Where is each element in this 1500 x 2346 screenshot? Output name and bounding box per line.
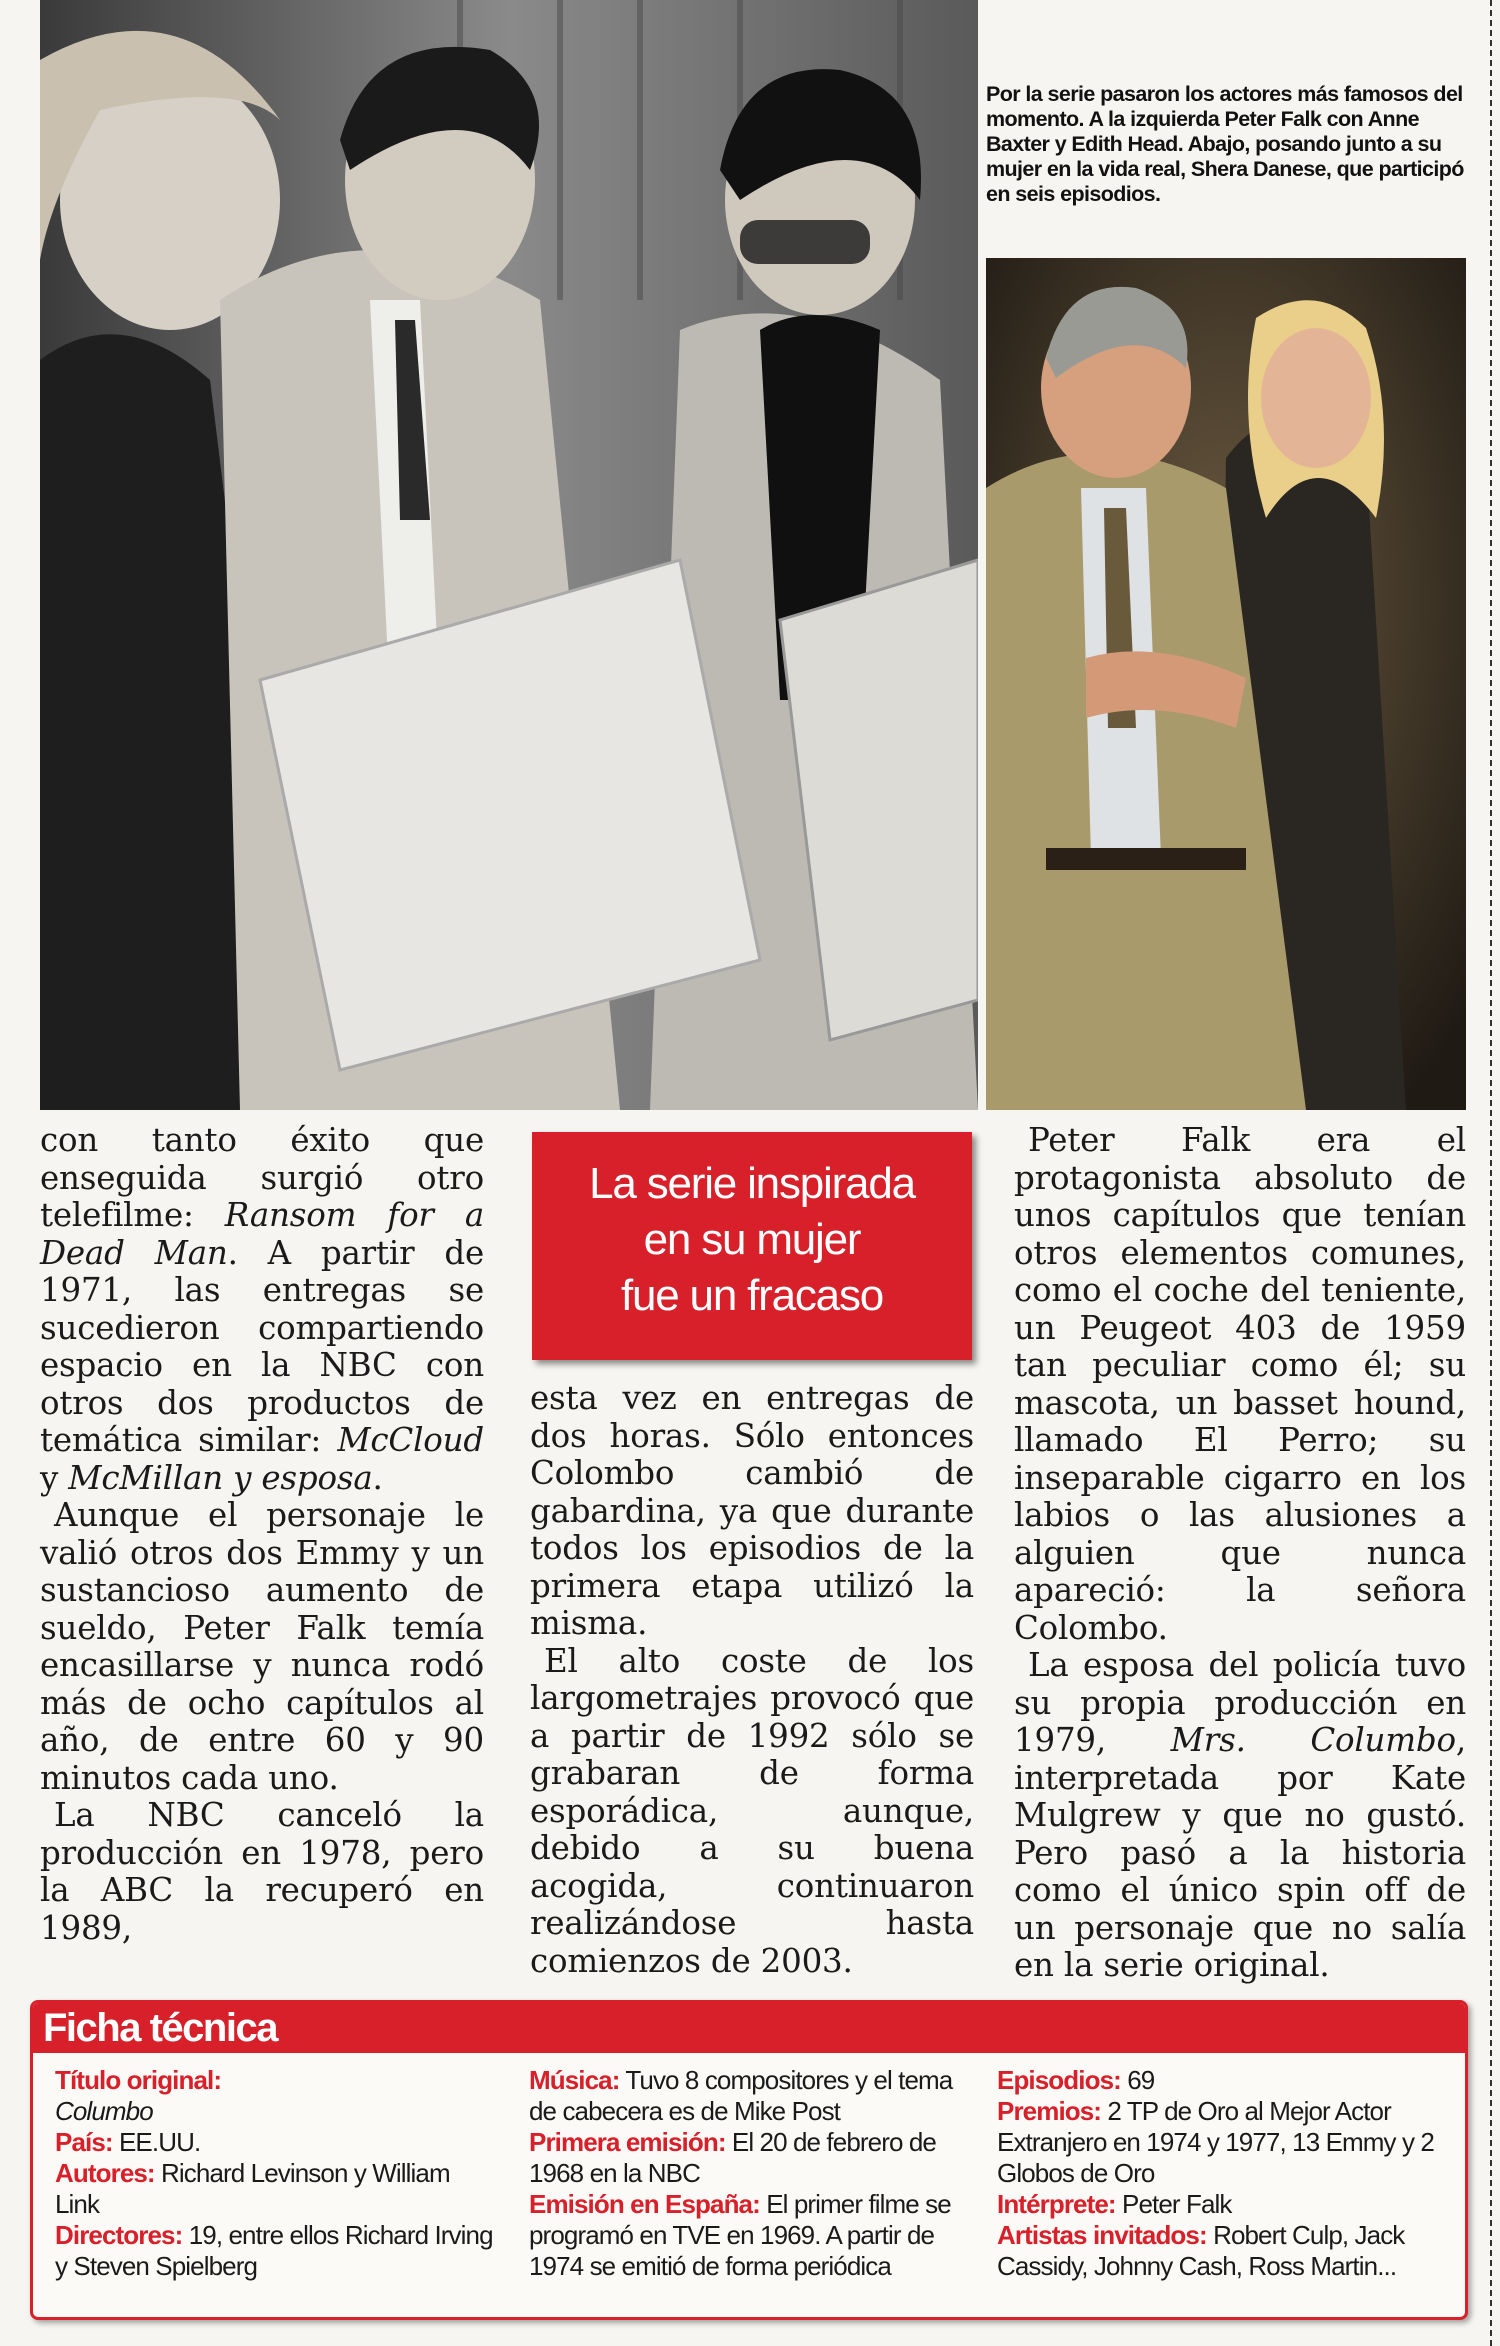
fact-value: Richard Levinson y William Link <box>55 2158 450 2219</box>
fact-box <box>30 2000 1468 2320</box>
article-column-2 <box>530 1380 974 1980</box>
fact-label: Intérprete: <box>997 2189 1116 2219</box>
paragraph: esta vez en entregas de dos horas. Sólo entonces Colombo cambió de gabardina, ya que durante todos los episodios de la primera etapa utilizó la misma. <box>530 1379 974 1642</box>
fact-box-title: Ficha técnica <box>33 2003 1465 2053</box>
fact-label: Directores: <box>55 2220 183 2250</box>
italic-title: Ransom for a Dead Man <box>40 1196 484 1272</box>
article-column-1 <box>40 1122 484 1947</box>
photo-falk-danese <box>986 258 1466 1110</box>
italic-title: McCloud <box>337 1421 484 1459</box>
fact-label: Primera emisión: <box>529 2127 726 2157</box>
fact-label: País: <box>55 2127 113 2157</box>
fact-value: 2 TP de Oro al Mejor Actor Extranjero en 1974 y 1977, 13 Emmy y 2 Globos de Oro <box>997 2096 1434 2188</box>
fact-box-column-1 <box>55 2065 495 2282</box>
fact-box-column-3 <box>997 2065 1447 2282</box>
fact-value: El 20 de febrero de 1968 en la NBC <box>529 2127 936 2188</box>
pull-quote-line: fue un fracaso <box>620 1271 884 1320</box>
fact-value: Robert Culp, Jack Cassidy, Johnny Cash, Ross Martin... <box>997 2220 1405 2281</box>
fact-value: EE.UU. <box>118 2127 201 2157</box>
paragraph: con tanto éxito que enseguida surgió otro telefilme: Ransom for a Dead Man. A partir de 1971, las entregas se sucedieron compartiendo espacio en la NBC con otros dos productos de temática similar: McCloud y McMillan y esposa. <box>40 1121 484 1497</box>
paragraph: La NBC canceló la producción en 1978, pero la ABC la recuperó en 1989, <box>40 1796 484 1947</box>
fact-label: Música: <box>529 2065 620 2095</box>
fact-label: Emisión en España: <box>529 2189 760 2219</box>
fact-value: Peter Falk <box>1122 2189 1232 2219</box>
article-column-3 <box>1014 1122 1466 1985</box>
photo-caption: Por la serie pasaron los actores más famosos del momento. A la izquierda Peter Falk con Anne Baxter y Edith Head. Abajo, posando junto a su mujer en la vida real, Shera Danese, que participó en seis episodios. <box>986 82 1464 206</box>
italic-title: McMillan y esposa <box>68 1458 373 1497</box>
fact-label: Episodios: <box>997 2065 1121 2095</box>
paragraph: La esposa del policía tuvo su propia producción en 1979, Mrs. Columbo, interpretada por Kate Mulgrew y que no gustó. Pero pasó a la historia como el único spin off de un personaje que no salía en la serie original. <box>1014 1646 1467 1984</box>
fact-value: Tuvo 8 compositores y el tema de cabecera es de Mike Post <box>529 2065 953 2126</box>
paragraph: Peter Falk era el protagonista absoluto de unos capítulos que tenían otros elementos comunes, como el coche del teniente, un Peugeot 403 de 1959 tan peculiar como él; su mascota, un basset hound, llamado El Perro; su inseparable cigarro en los labios o las alusiones a alguien que nunca apareció: la señora Colombo. <box>1014 1121 1466 1647</box>
italic-title: Mrs. Columbo <box>1170 1721 1456 1759</box>
pull-quote-line: en su mujer <box>643 1215 861 1264</box>
pull-quote-line: La serie inspirada <box>589 1159 915 1208</box>
fact-value: 19, entre ellos Richard Irving y Steven Spielberg <box>55 2220 493 2281</box>
fact-label: Autores: <box>55 2158 155 2188</box>
paragraph: Aunque el personaje le valió otros dos Emmy y un sustancioso aumento de sueldo, Peter Falk temía encasillarse y nunca rodó más de ocho capítulos al año, de entre 60 y 90 minutos cada uno. <box>40 1496 484 1797</box>
fact-label: Premios: <box>997 2096 1102 2126</box>
fact-label: Título original: <box>55 2065 222 2095</box>
fact-label: Artistas invitados: <box>997 2220 1207 2250</box>
fact-value: 69 <box>1127 2065 1155 2095</box>
fact-box-column-2 <box>529 2065 969 2282</box>
page-cut-line <box>1490 0 1492 2346</box>
pull-quote <box>532 1132 972 1360</box>
fact-value: Columbo <box>55 2096 153 2126</box>
paragraph: El alto coste de los largometrajes provocó que a partir de 1992 sólo se grabaran de forma esporádica, aunque, debido a su buena acogida, continuaron realizándose hasta comienzos de 2003. <box>530 1641 974 1980</box>
photo-falk-baxter-head <box>40 0 978 1110</box>
fact-value: El primer filme se programó en TVE en 1969. A partir de 1974 se emitió de forma periódica <box>529 2189 951 2281</box>
